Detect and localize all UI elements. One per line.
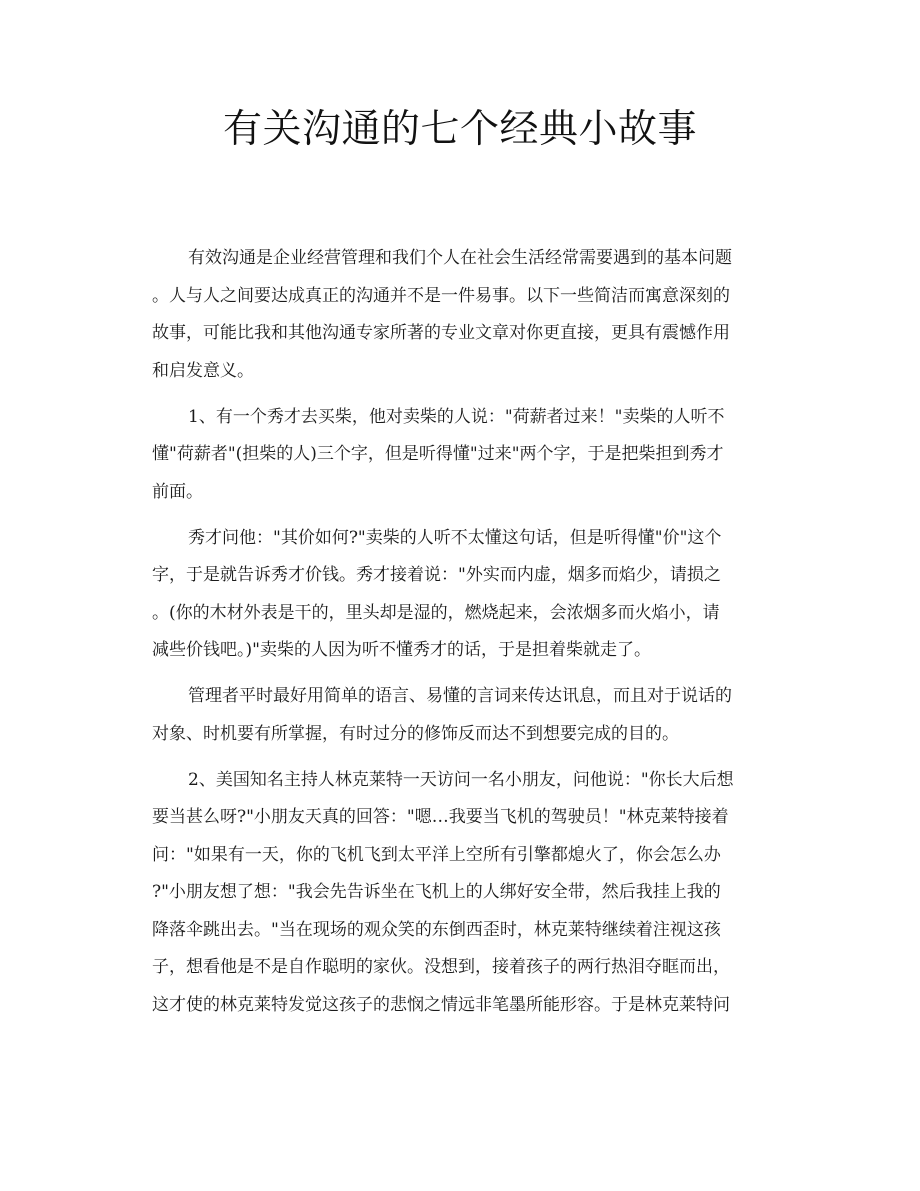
text-line: 对象、时机要有所掌握，有时过分的修饰反而达不到想要完成的目的。 (152, 723, 679, 744)
text-line: 字，于是就告诉秀才价钱。秀才接着说："外实而内虚，烟多而焰少，请损之 (152, 565, 721, 585)
text-line: 。人与人之间要达成真正的沟通并不是一件易事。以下一些简洁而寓意深刻的 (152, 285, 730, 306)
text-line: 降落伞跳出去。"当在现场的观众笑的东倒西歪时，林克莱特继续着注视这孩 (152, 919, 721, 940)
paragraph-story-2 (152, 762, 768, 1025)
document-title: 有关沟通的七个经典小故事 (222, 107, 697, 152)
text-line: ?"小朋友想了想："我会先告诉坐在飞机上的人绑好安全带，然后我挂上我的 (152, 882, 721, 902)
text-line: 懂"荷薪者"(担柴的人)三个字，但是听得懂"过来"两个字，于是把柴担到秀才 (152, 444, 724, 464)
document-body (152, 240, 768, 1033)
text-line: 减些价钱吧。)"卖柴的人因为听不懂秀才的话，于是担着柴就走了。 (152, 640, 651, 660)
text-line: 子，想看他是不是自作聪明的家伙。没想到，接着孩子的两行热泪夺眶而出， (152, 957, 730, 977)
text-line: 问："如果有一天，你的飞机飞到太平洋上空所有引擎都熄火了，你会怎么办 (152, 844, 721, 865)
paragraph-story-1-continued (152, 520, 768, 670)
text-line: 有效沟通是企业经营管理和我们个人在社会生活经常需要遇到的基本问题 (188, 248, 732, 268)
text-line: 故事，可能比我和其他沟通专家所著的专业文章对你更直接，更具有震憾作用 (152, 323, 730, 343)
text-line: 这才使的林克莱特发觉这孩子的悲悯之情远非笔墨所能形容。于是林克莱特问 (152, 994, 730, 1015)
paragraph-story-1-lesson (152, 678, 768, 753)
text-line: 2、美国知名主持人林克莱特一天访问一名小朋友，问他说："你长大后想 (188, 769, 734, 790)
text-line: 要当甚么呀?"小朋友天真的回答："嗯…我要当飞机的驾驶员！"林克莱特接着 (152, 807, 729, 827)
text-line: 秀才问他："其价如何?"卖柴的人听不太懂这句话，但是听得懂"价"这个 (188, 527, 722, 548)
paragraph-intro (152, 240, 768, 390)
text-line: 前面。 (152, 481, 203, 502)
text-line: 管理者平时最好用简单的语言、易懂的言词来传达讯息，而且对于说话的 (188, 686, 732, 706)
text-line: 和启发意义。 (152, 360, 254, 381)
text-line: 1、有一个秀才去买柴，他对卖柴的人说："荷薪者过来！"卖柴的人听不 (188, 406, 725, 427)
text-line: 。(你的木材外表是干的，里头却是湿的，燃烧起来，会浓烟多而火焰小，请 (152, 602, 720, 623)
paragraph-story-1 (152, 399, 768, 512)
